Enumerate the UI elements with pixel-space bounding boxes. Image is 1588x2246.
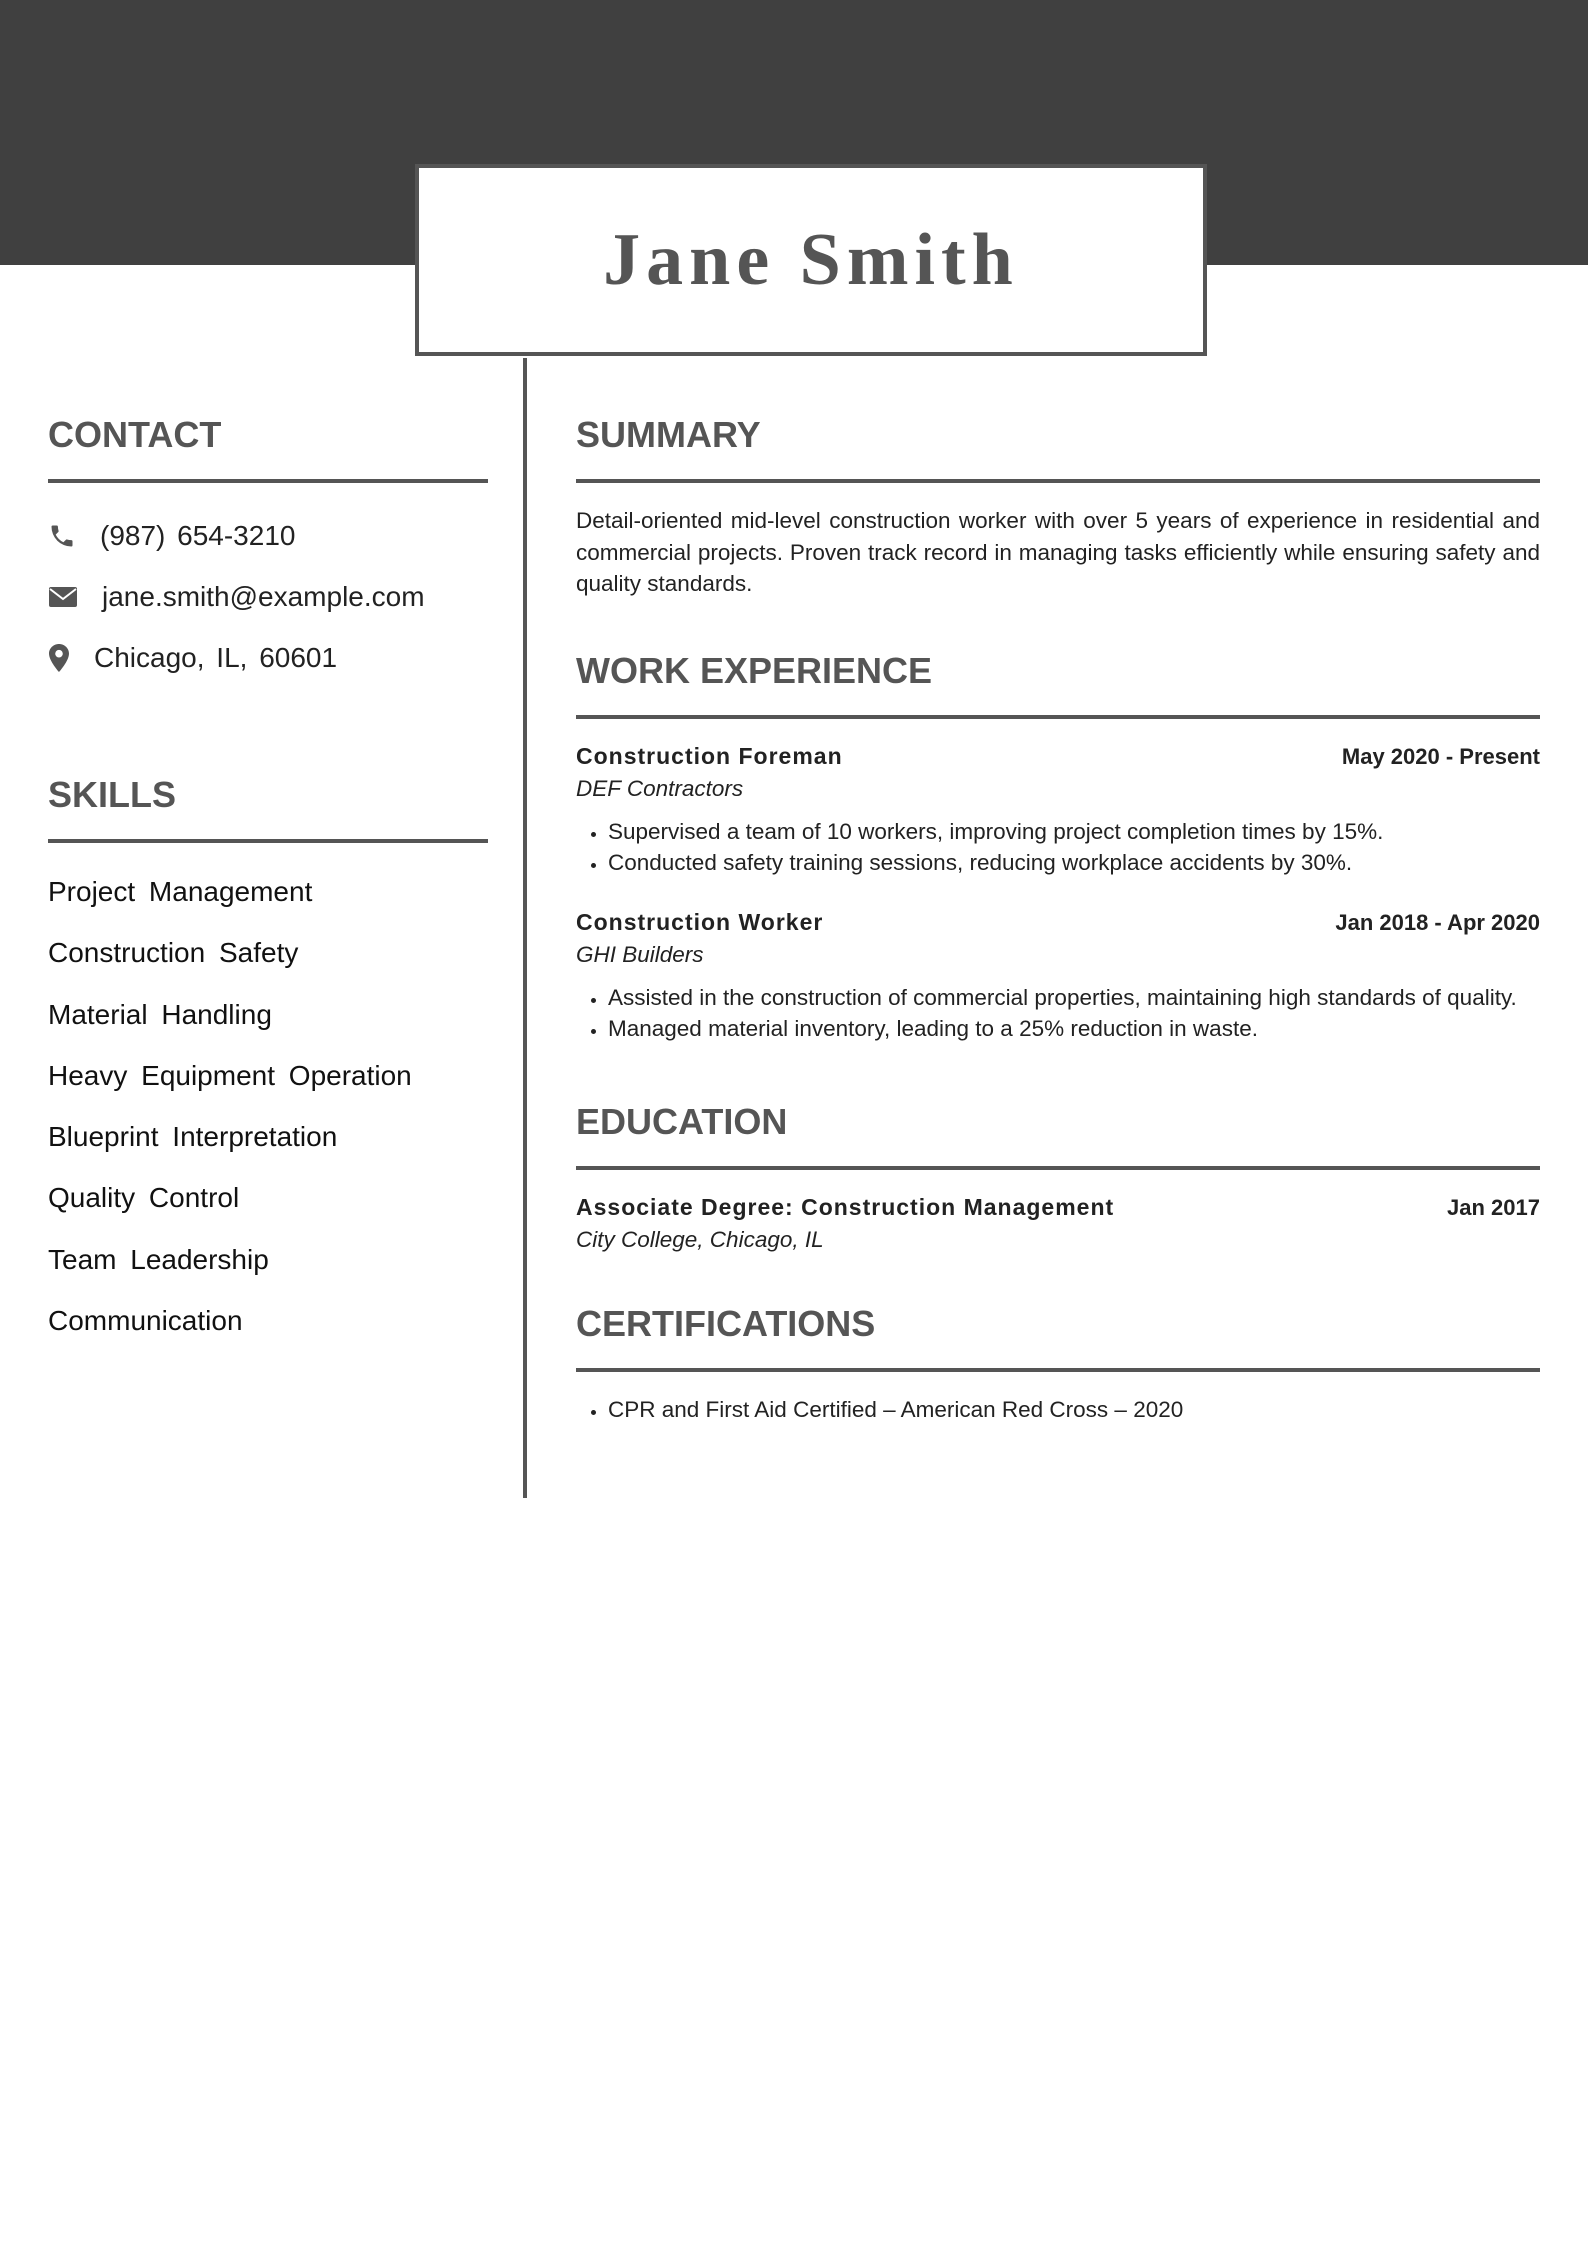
summary-section [576, 410, 1540, 600]
contact-list [48, 505, 488, 688]
envelope-icon [48, 585, 78, 609]
education-date: Jan 2017 [1447, 1194, 1540, 1220]
skills-section [48, 770, 488, 1351]
bullet-item: • Managed material inventory, leading to a 25% reduction in waste. [608, 1013, 1540, 1045]
education-rule [576, 1166, 1540, 1170]
job-entry [576, 743, 1540, 879]
job-bullets [576, 982, 1540, 1045]
summary-heading: SUMMARY [576, 414, 761, 455]
job-company: DEF Contractors [576, 775, 744, 801]
contact-email [48, 566, 488, 627]
job-entry [576, 909, 1540, 1045]
bullet-item: • Assisted in the construction of commercial properties, maintaining high standards of quality. [608, 982, 1540, 1014]
left-column [48, 410, 488, 1351]
experience-section [576, 646, 1540, 1045]
school-name: City College, Chicago, IL [576, 1226, 824, 1252]
job-bullets [576, 816, 1540, 879]
skills-list [48, 861, 488, 1351]
education-section [576, 1097, 1540, 1253]
skills-heading: SKILLS [48, 774, 177, 815]
certifications-heading: CERTIFICATIONS [576, 1302, 876, 1344]
contact-location [48, 627, 488, 688]
experience-rule [576, 715, 1540, 719]
skills-rule [48, 839, 488, 843]
skill-item: Material Handling [48, 998, 272, 1030]
skill-item: Quality Control [48, 1182, 240, 1214]
job-title: Construction Foreman [576, 742, 843, 769]
education-header [576, 1194, 1540, 1221]
certification-item: • CPR and First Aid Certified – American Red Cross – 2020 [608, 1394, 1540, 1426]
job-company: GHI Builders [576, 941, 704, 967]
summary-rule [576, 479, 1540, 483]
skill-item: Heavy Equipment Operation [48, 1059, 412, 1091]
certifications-list [576, 1394, 1540, 1426]
skill-item: Construction Safety [48, 937, 299, 969]
contact-rule [48, 479, 488, 483]
location-text: Chicago, IL, 60601 [94, 641, 338, 673]
phone-text: (987) 654-3210 [100, 519, 296, 551]
education-heading: EDUCATION [576, 1100, 788, 1142]
candidate-name: Jane Smith [603, 218, 1019, 301]
bullet-item: • Conducted safety training sessions, reducing workplace accidents by 30%. [608, 847, 1540, 879]
job-dates: Jan 2018 - Apr 2020 [1335, 909, 1540, 935]
name-box [415, 164, 1207, 356]
phone-icon [48, 522, 76, 550]
contact-phone [48, 505, 488, 566]
contact-heading: CONTACT [48, 414, 222, 455]
skill-item: Blueprint Interpretation [48, 1121, 338, 1153]
experience-heading: WORK EXPERIENCE [576, 649, 933, 691]
skill-item: Communication [48, 1305, 243, 1337]
map-pin-icon [48, 643, 70, 673]
certifications-rule [576, 1368, 1540, 1372]
right-column [576, 410, 1540, 1425]
degree-title: Associate Degree: Construction Management [576, 1193, 1115, 1220]
certifications-section [576, 1299, 1540, 1426]
job-dates: May 2020 - Present [1341, 743, 1540, 769]
job-header [576, 743, 1540, 770]
education-entry [576, 1194, 1540, 1253]
bullet-item: • Supervised a team of 10 workers, improving project completion times by 15%. [608, 816, 1540, 848]
job-title: Construction Worker [576, 908, 824, 935]
summary-text: Detail-oriented mid-level construction worker with over 5 years of experience in residential and commercial projects. Proven track record in managing tasks efficiently while ensuring safety and quality standards. [576, 508, 1540, 596]
contact-section [48, 410, 488, 688]
skill-item: Team Leadership [48, 1243, 269, 1275]
column-divider [523, 358, 527, 1498]
job-header [576, 909, 1540, 936]
email-text[interactable]: jane.smith@example.com [102, 580, 425, 612]
skill-item: Project Management [48, 876, 313, 907]
